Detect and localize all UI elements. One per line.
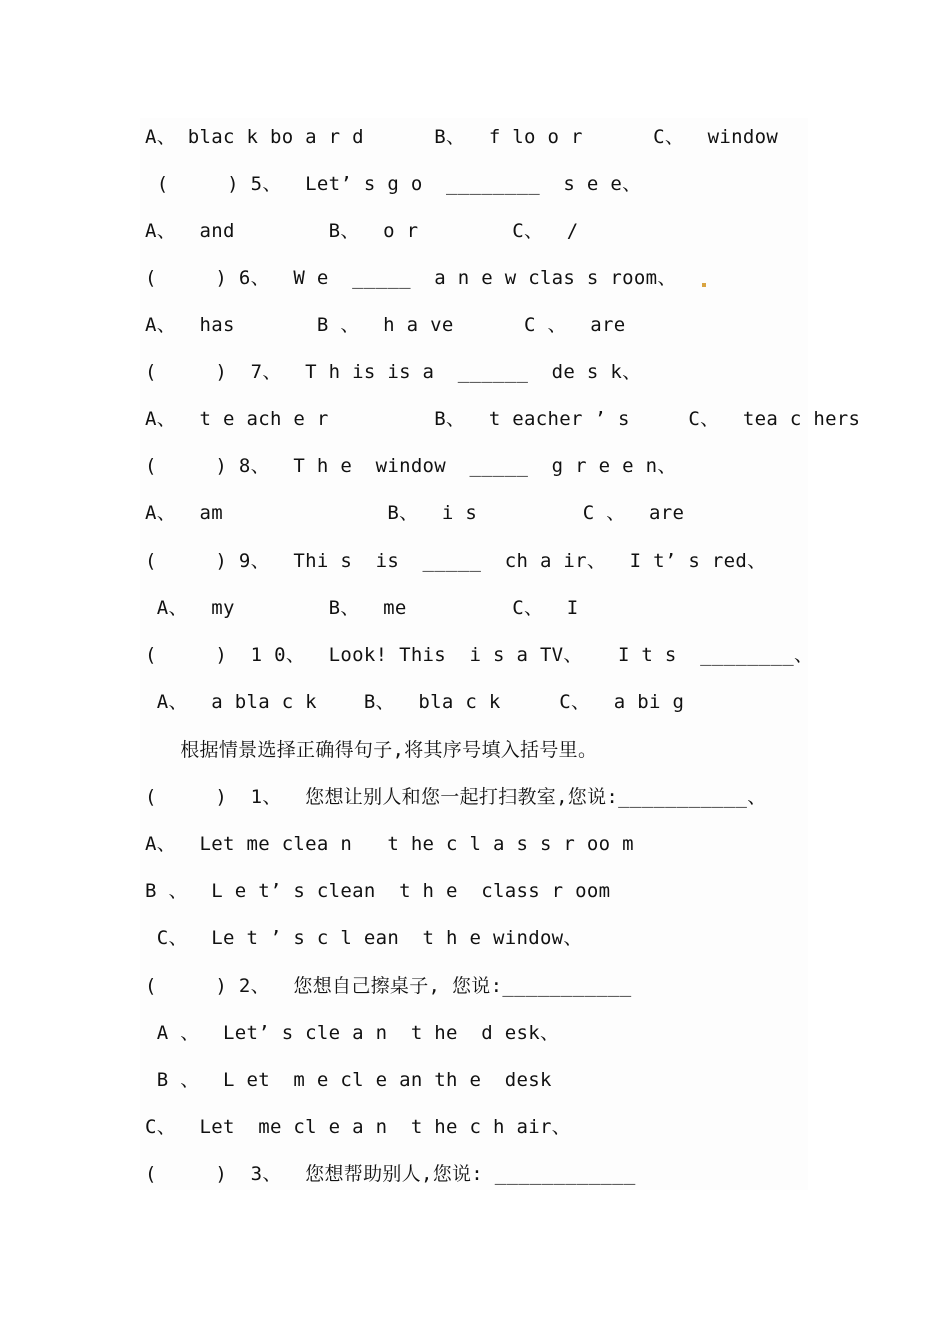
ink-speck — [702, 283, 706, 287]
question-9: ( ) 9、 Thi s is _____ ch a ir、 I t’ s red、 — [145, 550, 767, 572]
option-line-q5: A、 and B、 o r C、 / — [145, 220, 579, 242]
situation-1-option-a: A、 Let me clea n t he c l a s s r oo m — [145, 833, 634, 855]
question-5: ( ) 5、 Let’ s g o ________ s e e、 — [145, 173, 642, 195]
option-line-q6: A、 has B 、 h a ve C 、 are — [145, 314, 626, 336]
option-line-q4: A、 blac k bo a r d B、 f lo o r C、 window — [145, 126, 779, 148]
option-line-q9: A、 my B、 me C、 I — [145, 597, 579, 619]
situation-question-3: ( ) 3、 您想帮助别人,您说: ____________ — [145, 1163, 636, 1185]
question-8: ( ) 8、 T h e window _____ g r e e n、 — [145, 455, 677, 477]
question-7: ( ) 7、 T h is is a ______ de s k、 — [145, 361, 642, 383]
situation-question-1: ( ) 1、 您想让别人和您一起打扫教室,您说:___________、 — [145, 786, 767, 808]
situation-2-option-b: B 、 L et m e cl e an th e desk — [145, 1069, 552, 1091]
option-line-q7: A、 t e ach e r B、 t eacher ’ s C、 tea c hers — [145, 408, 861, 430]
situation-question-2: ( ) 2、 您想自己擦桌子, 您说:___________ — [145, 975, 632, 997]
situation-1-option-b: B 、 L e t’ s clean t h e class r oom — [145, 880, 611, 902]
option-line-q10: A、 a bla c k B、 bla c k C、 a bi g — [145, 691, 685, 713]
situation-1-option-c: C、 Le t ’ s c l ean t h e window、 — [145, 927, 583, 949]
question-6: ( ) 6、 W e _____ a n e w clas s room、 — [145, 267, 677, 289]
question-10: ( ) 1 0、 Look! This i s a TV、 I t s ________、 — [145, 644, 814, 666]
situation-2-option-a: A 、 Let’ s cle a n t he d esk、 — [145, 1022, 560, 1044]
option-line-q8: A、 am B、 i s C 、 are — [145, 502, 685, 524]
situation-2-option-c: C、 Let me cl e a n t he c h air、 — [145, 1116, 571, 1138]
section-instruction: 根据情景选择正确得句子,将其序号填入括号里。 — [145, 739, 598, 761]
